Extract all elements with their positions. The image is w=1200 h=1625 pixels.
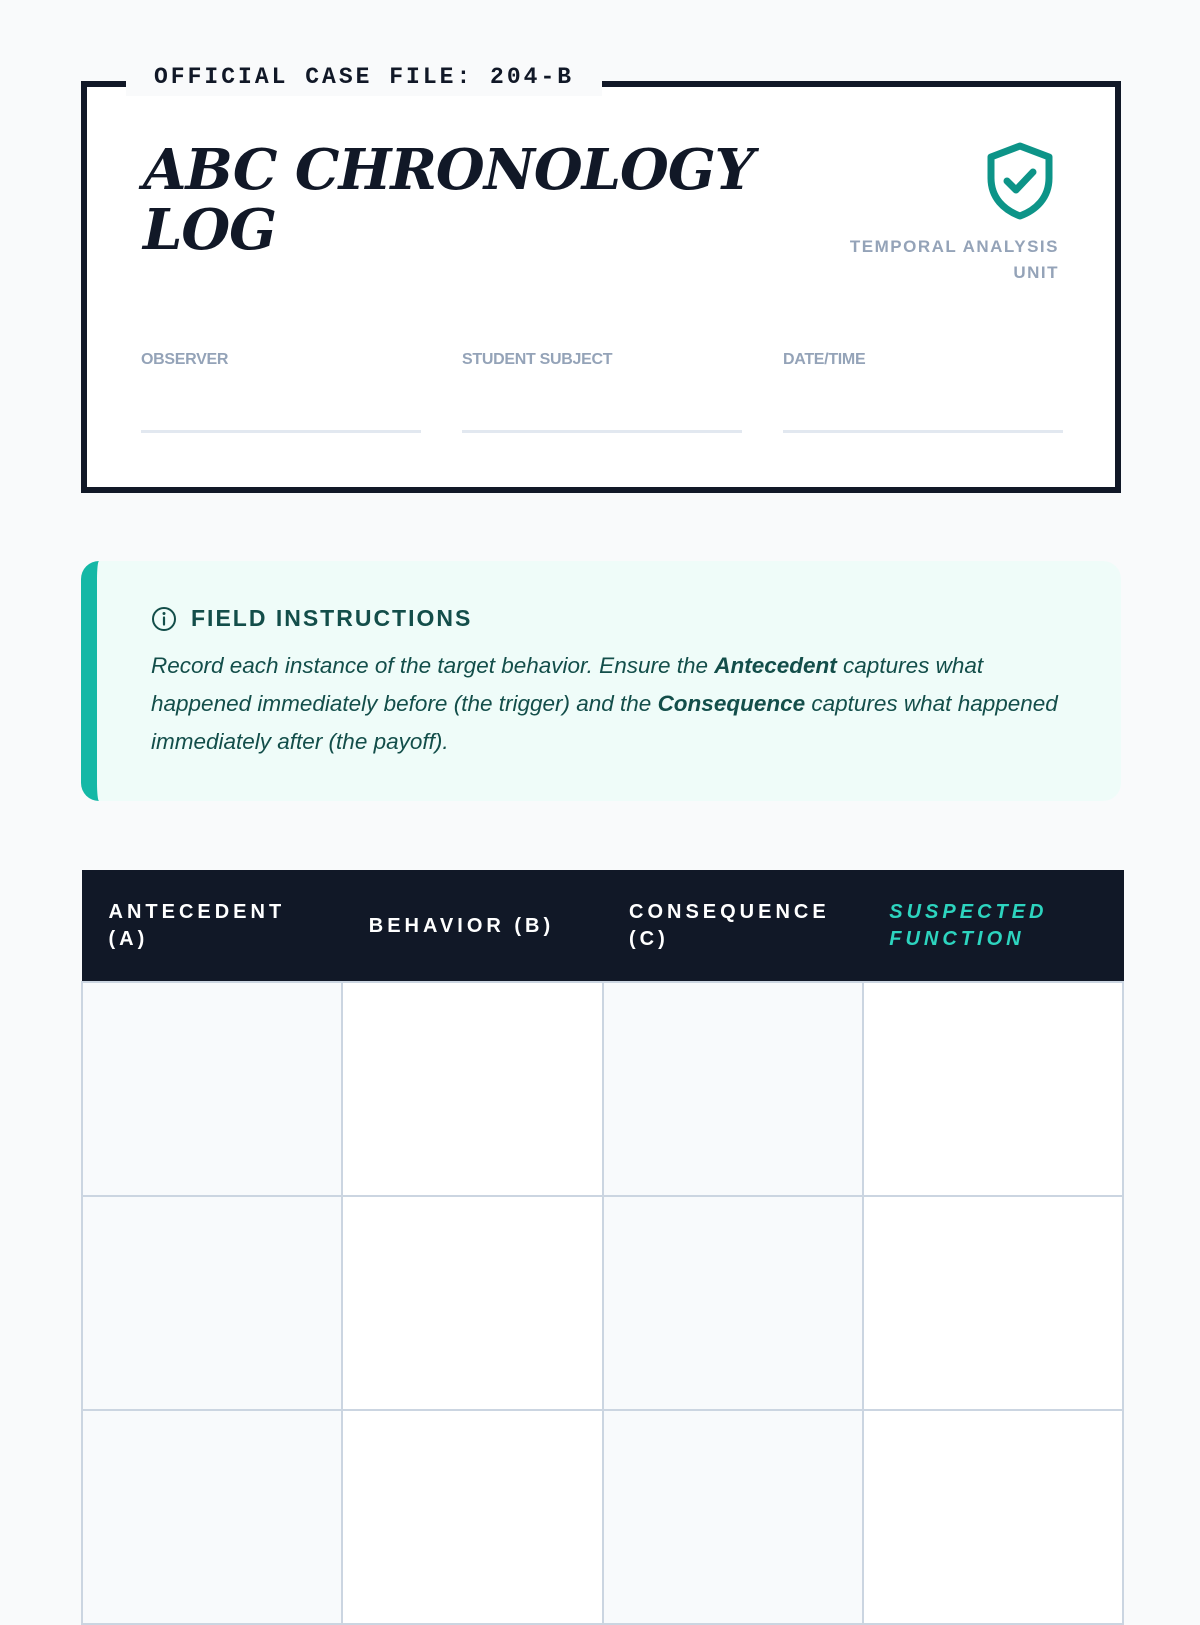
function-cell[interactable]: [863, 1410, 1123, 1624]
case-file-label: OFFICIAL CASE FILE: 204-B: [126, 58, 602, 96]
info-icon: [151, 606, 177, 632]
consequence-header: CONSEQUENCE (C): [603, 871, 863, 983]
abc-log-table: [81, 870, 1124, 1625]
function-cell[interactable]: [863, 1196, 1123, 1410]
date-time-label: DATE/TIME: [783, 351, 866, 368]
page-title: ABC CHRONOLOGY LOG: [143, 137, 754, 263]
antecedent-cell[interactable]: [82, 982, 342, 1196]
student-subject-input-line[interactable]: [462, 430, 742, 433]
date-time-input-line[interactable]: [783, 430, 1063, 433]
student-subject-label: STUDENT SUBJECT: [462, 351, 613, 368]
unit-label: TEMPORAL ANALYSIS UNIT: [849, 237, 1059, 282]
instructions-text: Record each instance of the target behavior. Ensure the Antecedent captures what happened immediately before (the trigger) and the Consequence captures what happened immediately after (the payoff).: [151, 653, 1058, 754]
antecedent-cell[interactable]: [82, 1410, 342, 1624]
observer-input-line[interactable]: [141, 430, 421, 433]
suspected-function-header: SUSPECTED FUNCTION: [863, 871, 1123, 983]
consequence-cell[interactable]: [603, 1196, 863, 1410]
consequence-term: Consequence: [657, 691, 806, 716]
antecedent-term: Antecedent: [714, 653, 837, 678]
observer-field[interactable]: [141, 350, 421, 370]
behavior-cell[interactable]: [342, 1410, 602, 1624]
table-row: [82, 1196, 1123, 1410]
consequence-cell[interactable]: [603, 1410, 863, 1624]
behavior-header: BEHAVIOR (B): [342, 871, 602, 983]
behavior-cell[interactable]: [342, 982, 602, 1196]
consequence-cell[interactable]: [603, 982, 863, 1196]
date-time-field[interactable]: [783, 350, 1063, 370]
behavior-cell[interactable]: [342, 1196, 602, 1410]
antecedent-header: ANTECEDENT (A): [82, 871, 342, 983]
observer-label: OBSERVER: [141, 351, 229, 368]
instructions-title: FIELD INSTRUCTIONS: [191, 605, 473, 631]
field-instructions-panel: [81, 561, 1121, 801]
table-row: [82, 1410, 1123, 1624]
student-subject-field[interactable]: [462, 350, 742, 370]
antecedent-cell[interactable]: [82, 1196, 342, 1410]
table-header-row: [82, 871, 1123, 983]
function-cell[interactable]: [863, 982, 1123, 1196]
table-row: [82, 982, 1123, 1196]
shield-check-icon: [985, 142, 1055, 220]
instructions-heading: [151, 605, 472, 632]
